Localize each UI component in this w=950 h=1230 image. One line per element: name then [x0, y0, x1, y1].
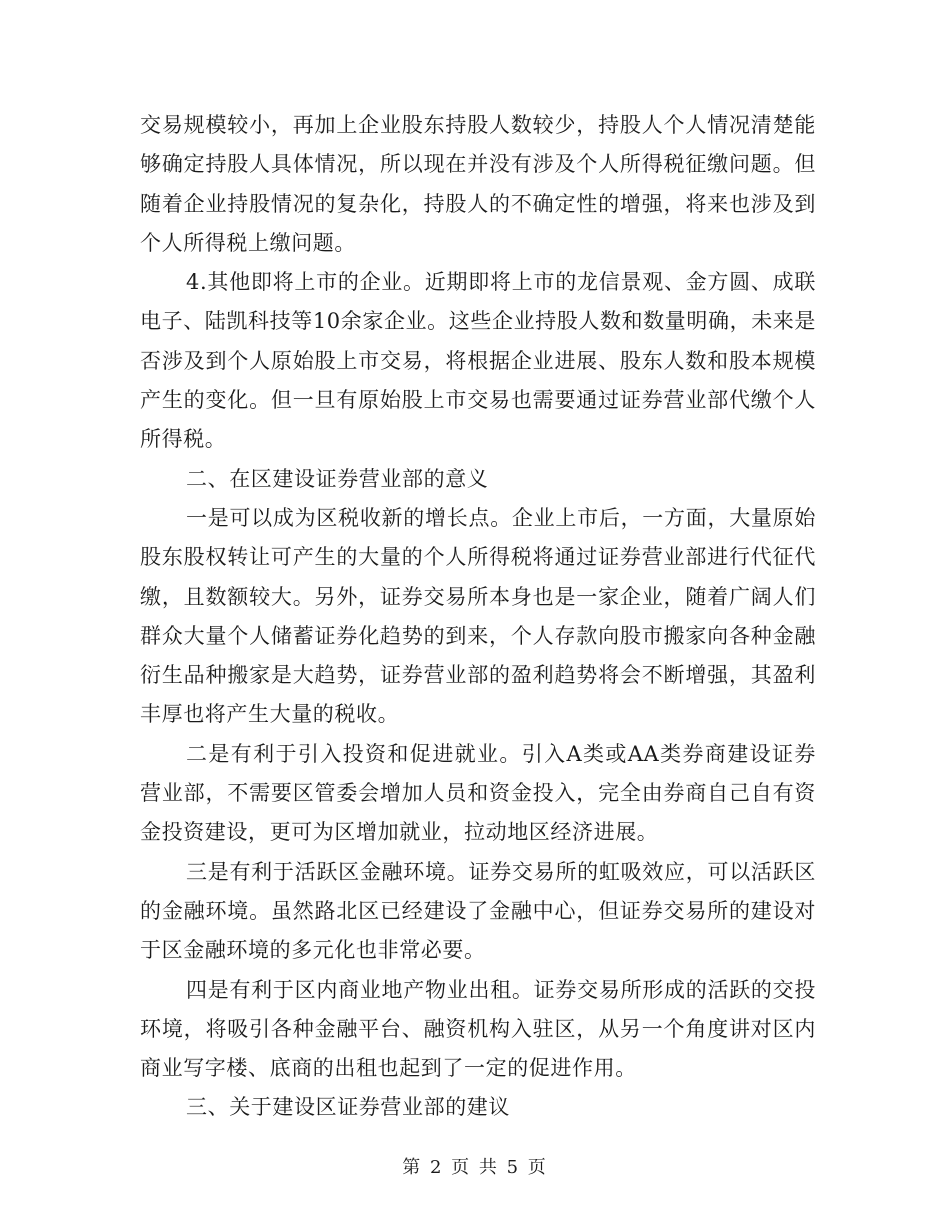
body-text	[140, 106, 816, 1128]
paragraph-1: 交易规模较小，再加上企业股东持股人数较少，持股人个人情况清楚能够确定持股人具体情况，所以现在并没有涉及个人所得税征缴问题。但随着企业持股情况的复杂化，持股人的不确定性的增强，将来也涉及到个人所得税上缴问题。	[140, 113, 816, 255]
paragraph-3: 一是可以成为区税收新的增长点。企业上市后，一方面，大量原始股东股权转让可产生的大量的个人所得税将通过证券营业部进行代征代缴，且数额较大。另外，证券交易所本身也是一家企业，随着广阔人们群众大量个人储蓄证券化趋势的到来，个人存款向股市搬家向各种金融衍生品种搬家是大趋势，证券营业部的盈利趋势将会不断增强，其盈利丰厚也将产生大量的税收。	[140, 505, 816, 727]
section-heading-2: 二、在区建设证券营业部的意义	[186, 466, 489, 491]
page-number: 第 2 页 共 5 页	[402, 1157, 548, 1178]
section-heading-3: 三、关于建设区证券营业部的建议	[186, 1095, 510, 1120]
paragraph-2: 4.其他即将上市的企业。近期即将上市的龙信景观、金方圆、成联电子、陆凯科技等10余家企业。这些企业持股人数和数量明确，未来是否涉及到个人原始股上市交易，将根据企业进展、股东人数和股本规模产生的变化。但一旦有原始股上市交易也需要通过证券营业部代缴个人所得税。	[140, 270, 816, 452]
paragraph-5: 三是有利于活跃区金融环境。证券交易所的虹吸效应，可以活跃区的金融环境。虽然路北区已经建设了金融中心，但证券交易所的建设对于区金融环境的多元化也非常必要。	[140, 859, 816, 963]
paragraph-4: 二是有利于引入投资和促进就业。引入A类或AA类券商建设证券营业部，不需要区管委会增加人员和资金投入，完全由券商自己自有资金投资建设，更可为区增加就业，拉动地区经济进展。	[140, 741, 816, 845]
paragraph-6: 四是有利于区内商业地产物业出租。证券交易所形成的活跃的交投环境，将吸引各种金融平台、融资机构入驻区，从另一个角度讲对区内商业写字楼、底商的出租也起到了一定的促进作用。	[140, 977, 816, 1081]
